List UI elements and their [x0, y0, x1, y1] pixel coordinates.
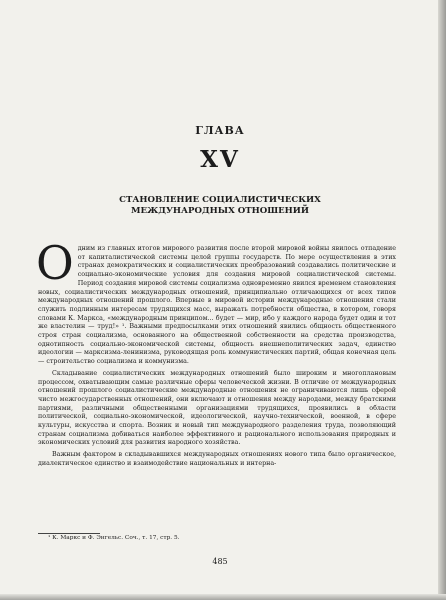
chapter-number: XV [200, 146, 240, 173]
page-number: 485 [212, 557, 228, 566]
chapter-title-line-1: СТАНОВЛЕНИЕ СОЦИАЛИСТИЧЕСКИХ [119, 195, 321, 205]
footnote: ¹ К. Маркс и Ф. Энгельс. Соч., т. 17, стр. 5. [48, 535, 180, 541]
chapter-title [0, 195, 440, 217]
page-edge-shadow [438, 0, 446, 600]
paragraph-2: Складывание социалистических международных отношений было широким и многоплановым процессом, охватывающим самые различные сферы человеческой жизни. В отличие от международных отношений прошлого социалистические международные отношения не ограничиваются лишь сферой чисто межгосударственных отношений, они включают и отношения между народами, между братскими партиями, различными общественными организациями трудящихся, проявились в области политической, социально-экономической, идеологической, научно-технической, военной, в сфере культуры, искусства и спорта. Возник и новый тип международного разделения труда, позволяющий странам социализма добиваться наиболее эффективного и рационального использования природных и экономических условий для развития народного хозяйства. [38, 369, 396, 447]
page-bottom-shadow [0, 594, 446, 600]
chapter-title-line-2: МЕЖДУНАРОДНЫХ ОТНОШЕНИЙ [130, 206, 310, 216]
body-text [36, 236, 396, 469]
paragraph-1-text: дним из главных итогов мирового развития после второй мировой войны явилось отпадение от капиталистической системы целой группы государств. По мере осуществления в этих странах демократических и социалистических преобразований создавались политические и социально-экономические условия для создания мировой социалистической системы. Период создания мировой системы социализма одновременно явился временем становления новых, социалистических международных отношений, принципиально отличающихся от всех типов международных отношений прошлого. Впервые в мировой истории международные отношения стали служить подлинным интересам трудящихся масс, выражать потребности общества, в котором, говоря словами К. Маркса, «международным принципом... будет — мир, ибо у каждого народа будет один и тот же властелин — труд!» ¹. Важными предпосылками этих отношений явились общность общественного строя стран социализма, основанного на общественной собственности на средства производства, однотипность социально-экономической системы, общность внешнеполитических задач, единство идеологии — марксизма-ленинизма, руководящая роль коммунистических партий, общая конечная цель — строительство социализма и коммунизма. [38, 245, 396, 366]
paragraph-1 [36, 236, 396, 367]
paragraph-3: Важным фактором в складывавшихся международных отношениях нового типа было органическое, диалектическое единство и взаимодействие национальных и интерна- [38, 451, 396, 467]
chapter-label: ГЛАВА [195, 124, 245, 137]
footnote-rule [38, 533, 100, 534]
drop-cap: О [36, 236, 74, 290]
